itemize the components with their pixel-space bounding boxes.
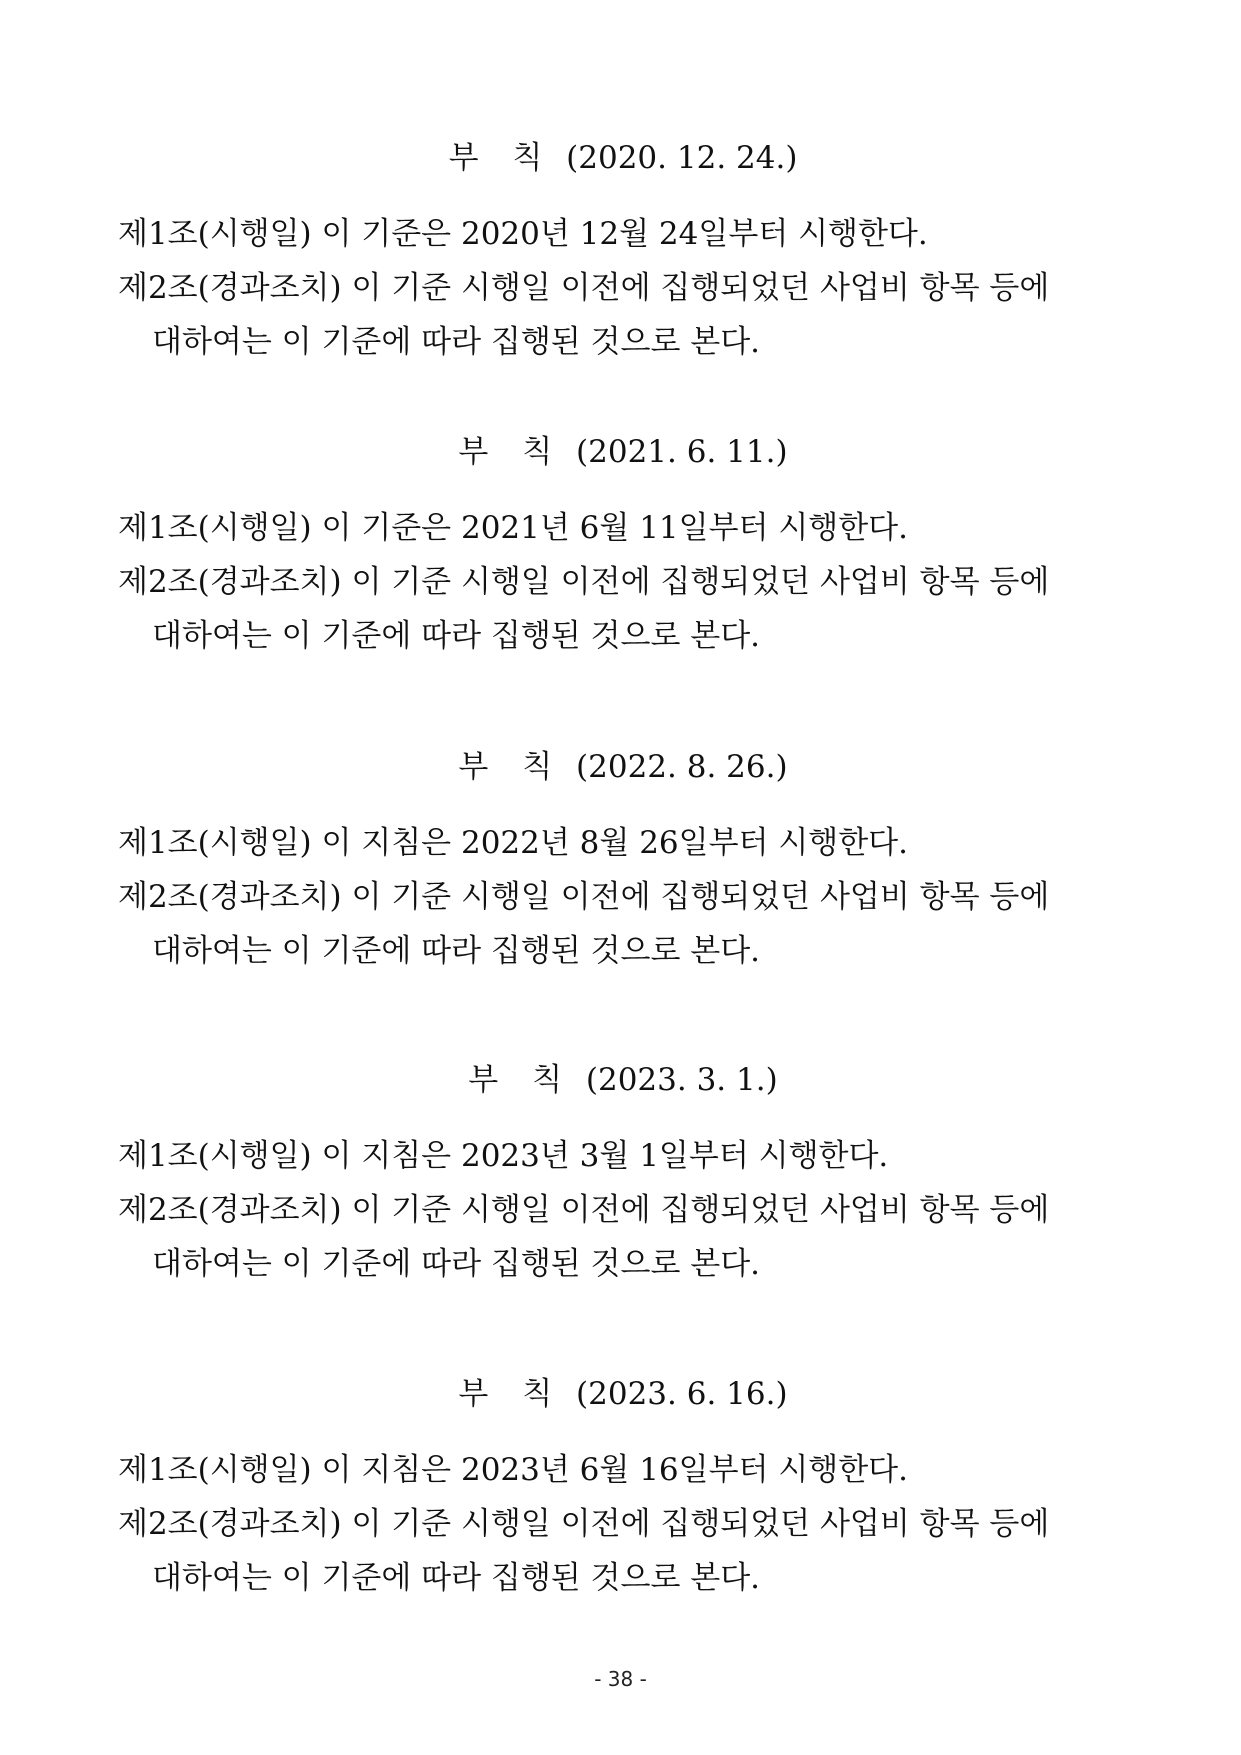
article-effective-date: 제1조(시행일) 이 기준은 2021년 6월 11일부터 시행한다. — [118, 510, 908, 546]
article-transitional-measures — [118, 562, 1128, 656]
article-text-line: 제2조(경과조치) 이 기준 시행일 이전에 집행되었던 사업비 항목 등에 — [118, 879, 1050, 915]
article-effective-date: 제1조(시행일) 이 지침은 2023년 6월 16일부터 시행한다. — [118, 1452, 908, 1488]
article-text-line: 제2조(경과조치) 이 기준 시행일 이전에 집행되었던 사업비 항목 등에 — [118, 270, 1050, 306]
article-transitional-measures — [118, 877, 1128, 971]
addendum-date: (2022. 8. 26.) — [576, 749, 788, 785]
article-effective-date: 제1조(시행일) 이 지침은 2022년 8월 26일부터 시행한다. — [118, 825, 908, 861]
addendum-label: 부 칙 — [448, 140, 555, 176]
addendum-date: (2021. 6. 11.) — [576, 434, 788, 470]
addendum-section — [118, 747, 1128, 971]
addendum-date: (2023. 6. 16.) — [576, 1376, 788, 1412]
article-text-line: 제2조(경과조치) 이 기준 시행일 이전에 집행되었던 사업비 항목 등에 — [118, 564, 1050, 600]
article-effective-date: 제1조(시행일) 이 지침은 2023년 3월 1일부터 시행한다. — [118, 1138, 889, 1174]
addendum-heading — [118, 1060, 1128, 1100]
article-text-continuation: 대하여는 이 기준에 따라 집행된 것으로 본다. — [152, 618, 761, 654]
article-text-continuation: 대하여는 이 기준에 따라 집행된 것으로 본다. — [152, 1560, 761, 1596]
addendum-label: 부 칙 — [458, 749, 565, 785]
addendum-heading — [118, 138, 1128, 178]
addendum-date: (2020. 12. 24.) — [566, 140, 798, 176]
article-text-line: 제2조(경과조치) 이 기준 시행일 이전에 집행되었던 사업비 항목 등에 — [118, 1506, 1050, 1542]
article-transitional-measures — [118, 1504, 1128, 1598]
addendum-date: (2023. 3. 1.) — [585, 1062, 778, 1098]
addendum-section — [118, 1060, 1128, 1284]
article-transitional-measures — [118, 268, 1128, 362]
article-text-line: 제2조(경과조치) 이 기준 시행일 이전에 집행되었던 사업비 항목 등에 — [118, 1192, 1050, 1228]
addendum-heading — [118, 747, 1128, 787]
article-transitional-measures — [118, 1190, 1128, 1284]
addendum-label: 부 칙 — [458, 434, 565, 470]
addendum-section — [118, 432, 1128, 656]
article-text-continuation: 대하여는 이 기준에 따라 집행된 것으로 본다. — [152, 1246, 761, 1282]
article-effective-date: 제1조(시행일) 이 기준은 2020년 12월 24일부터 시행한다. — [118, 216, 928, 252]
addendum-section — [118, 1374, 1128, 1598]
article-text-continuation: 대하여는 이 기준에 따라 집행된 것으로 본다. — [152, 933, 761, 969]
addendum-label: 부 칙 — [468, 1062, 575, 1098]
addendum-heading — [118, 1374, 1128, 1414]
article-text-continuation: 대하여는 이 기준에 따라 집행된 것으로 본다. — [152, 324, 761, 360]
addendum-heading — [118, 432, 1128, 472]
addendum-section — [118, 138, 1128, 362]
addendum-label: 부 칙 — [458, 1376, 565, 1412]
page-number: - 38 - — [594, 1667, 647, 1691]
